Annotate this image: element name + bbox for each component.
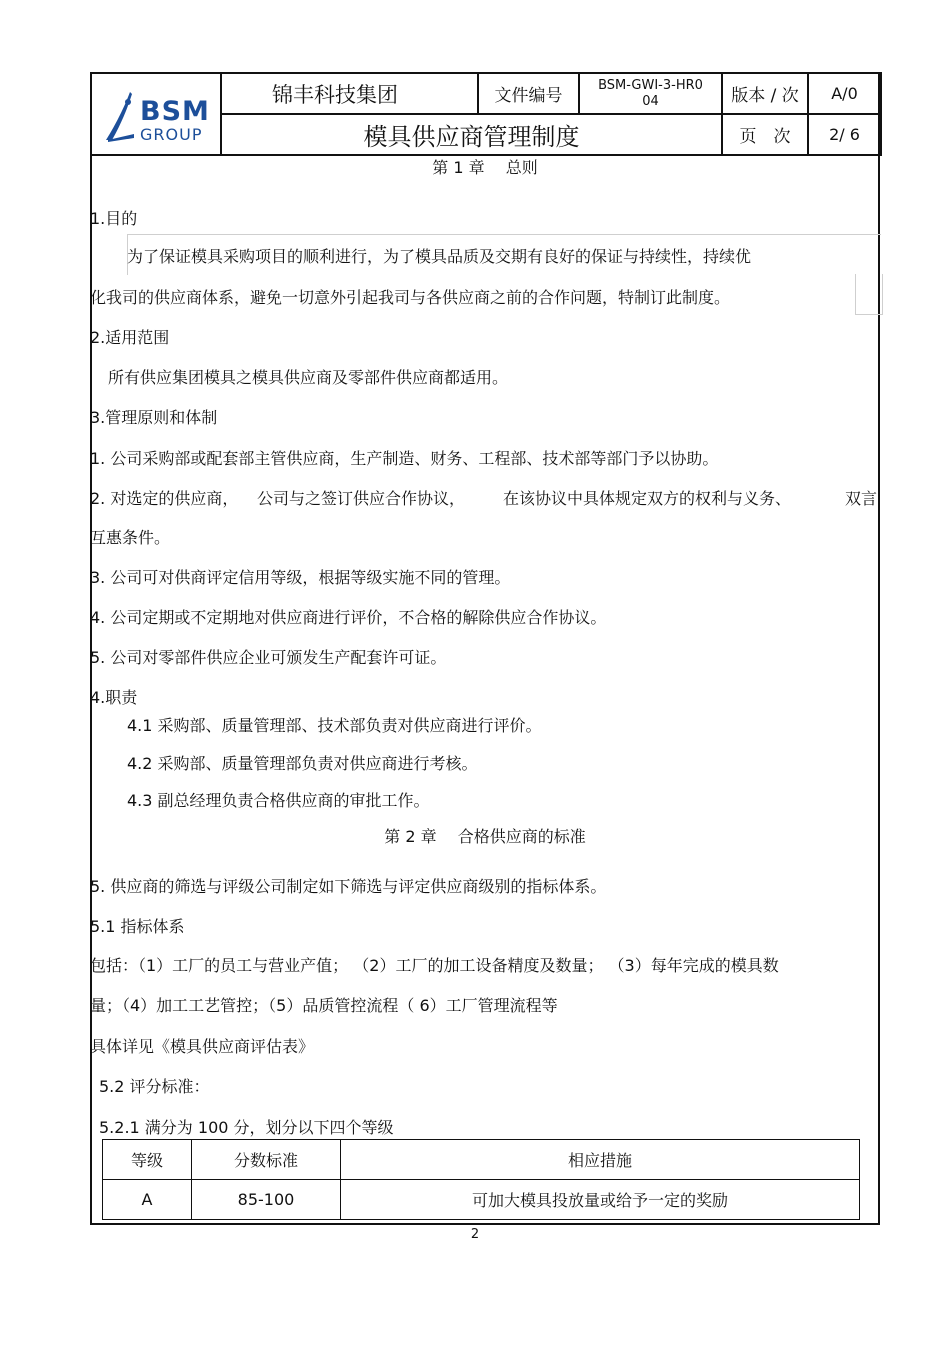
bsm-logo xyxy=(100,82,212,146)
section-3-item-2e: 互惠条件。 xyxy=(90,528,171,547)
table-header-cell: 等级 xyxy=(103,1140,192,1180)
section-3-heading: 3.管理原则和体制 xyxy=(90,408,218,427)
section-2-heading: 2.适用范围 xyxy=(90,328,170,347)
company-name: 锦丰科技集团 xyxy=(221,73,478,114)
section-1-para-line2: 化我司的供应商体系，避免一切意外引起我司与各供应商之前的合作问题，特制订此制度。 xyxy=(90,288,731,307)
section-2-para: 所有供应集团模具之模具供应商及零部件供应商都适用。 xyxy=(108,368,509,387)
version-label: 版本 / 次 xyxy=(722,73,808,114)
section-3-item-1: 1. 公司采购部或配套部主管供应商，生产制造、财务、工程部、技术部等部门予以协助。 xyxy=(90,449,719,468)
doc-no-line1: BSM-GWI-3-HR0 xyxy=(598,77,703,93)
logo-cell xyxy=(91,73,221,155)
section-4-heading: 4.职责 xyxy=(90,688,138,707)
chapter-1-heading: 第 1 章 总则 xyxy=(432,158,538,177)
section-5-2-1-heading: 5.2.1 满分为 100 分，划分以下四个等级 xyxy=(99,1118,394,1137)
logo-swoosh-icon xyxy=(104,90,134,142)
chapter-2-heading: 第 2 章 合格供应商的标准 xyxy=(384,827,586,846)
section-5-heading: 5. 供应商的筛选与评级公司制定如下筛选与评定供应商级别的指标体系。 xyxy=(90,877,607,896)
section-1-para-line1: 为了保证模具采购项目的顺利进行，为了模具品质及交期有良好的保证与持续性，持续优 xyxy=(127,247,752,266)
section-4-item-1: 4.1 采购部、质量管理部、技术部负责对供应商进行评价。 xyxy=(127,716,542,735)
table-row xyxy=(103,1180,860,1220)
section-4-item-3: 4.3 副总经理负责合格供应商的审批工作。 xyxy=(127,791,430,810)
section-5-1-heading: 5.1 指标体系 xyxy=(90,917,185,936)
page-number: 2 xyxy=(470,1227,480,1242)
section-5-1-para-line1: 包括：（1）工厂的员工与营业产值； （2）工厂的加工设备精度及数量； （3）每年完成的模具数 xyxy=(90,956,779,975)
section-1-heading: 1.目的 xyxy=(90,209,138,228)
document-title: 模具供应商管理制度 xyxy=(221,114,722,155)
table-header-row xyxy=(103,1140,860,1180)
section-5-1-para-line2: 量；（4）加工工艺管控；（5）品质管控流程（ 6）工厂管理流程等 xyxy=(90,996,558,1015)
section-4-item-2: 4.2 采购部、质量管理部负责对供应商进行考核。 xyxy=(127,754,478,773)
section-5-1-para-line3: 具体详见《模具供应商评估表》 xyxy=(90,1037,315,1056)
page-label: 页 次 xyxy=(722,114,808,155)
section-3-item-3: 3. 公司可对供商评定信用等级，根据等级实施不同的管理。 xyxy=(90,568,511,587)
table-cell: A xyxy=(103,1180,192,1220)
table-cell: 可加大模具投放量或给予一定的奖励 xyxy=(341,1180,860,1220)
document-header xyxy=(90,72,882,156)
doc-no-value xyxy=(579,73,722,114)
section-3-item-2d: 双言 xyxy=(845,489,878,508)
section-3-item-5: 5. 公司对零部件供应企业可颁发生产配套许可证。 xyxy=(90,648,447,667)
logo-group-text: GROUP xyxy=(140,125,203,144)
section-3-item-2c: 在该协议中具体规定双方的权利与义务、 xyxy=(503,489,792,508)
section-3-item-4: 4. 公司定期或不定期地对供应商进行评价，不合格的解除供应合作协议。 xyxy=(90,608,607,627)
version-value: A/0 xyxy=(808,73,881,114)
table-cell: 85-100 xyxy=(192,1180,341,1220)
table-header-cell: 相应措施 xyxy=(341,1140,860,1180)
page-value: 2/ 6 xyxy=(808,114,881,155)
grade-table xyxy=(102,1139,860,1220)
table-header-cell: 分数标准 xyxy=(192,1140,341,1180)
doc-no-line2: 04 xyxy=(642,93,659,109)
logo-bsm-text: BSM xyxy=(140,96,210,127)
section-5-2-heading: 5.2 评分标准： xyxy=(99,1077,210,1096)
section-3-item-2a: 2. 对选定的供应商， xyxy=(90,489,239,508)
doc-no-label: 文件编号 xyxy=(478,73,579,114)
text-box-outline-tail xyxy=(855,274,883,315)
section-3-item-2b: 公司与之签订供应合作协议， xyxy=(257,489,466,508)
